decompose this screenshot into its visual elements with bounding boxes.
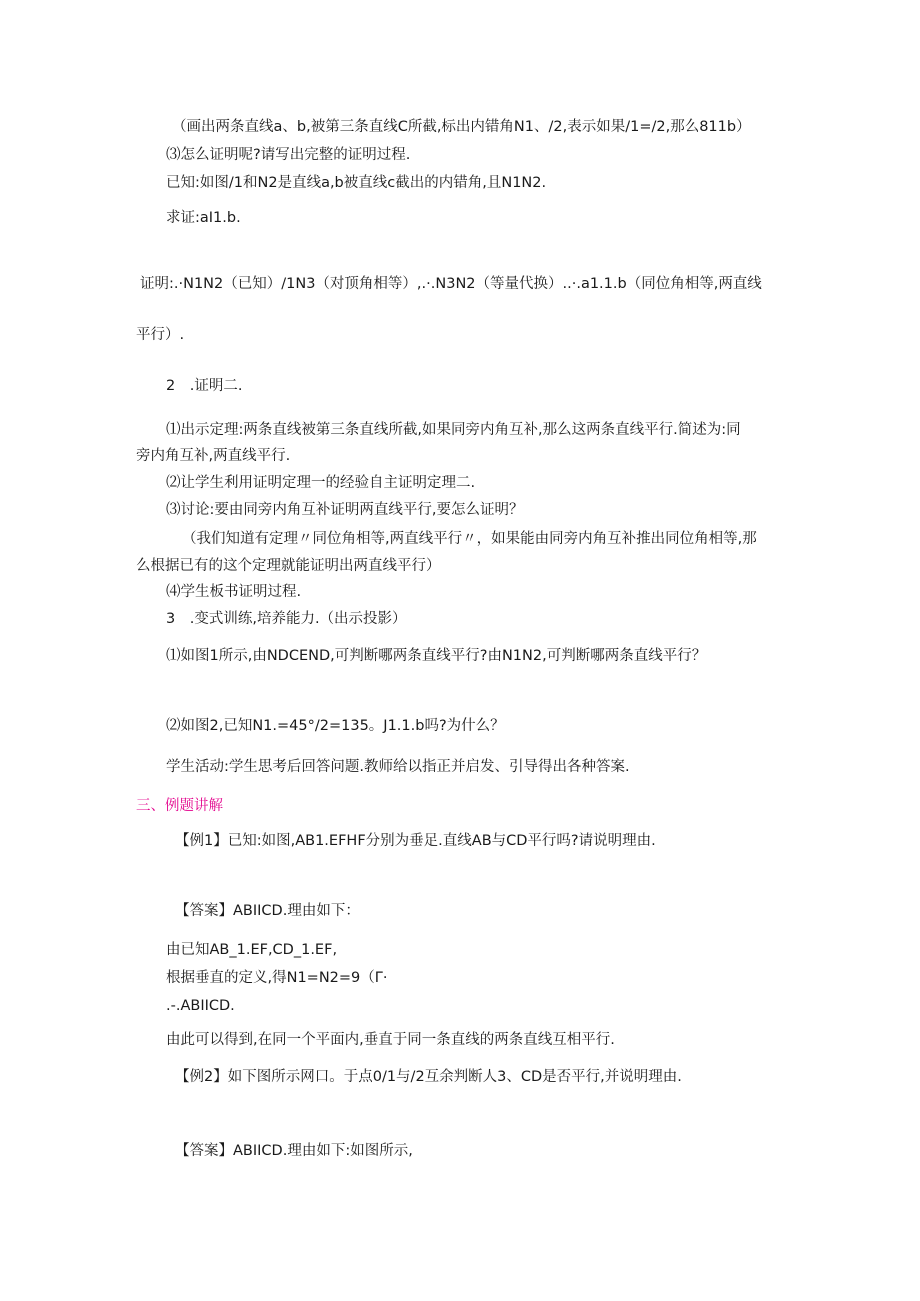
line-explanation-cont: 么根据已有的这个定理就能证明出两直线平行）	[136, 558, 441, 574]
line-draw-instruction: （画出两条直线a、b,被第三条直线C所截,标出内错角N1、/2,表示如果/1=/2,那么811b）	[172, 119, 751, 135]
example-one-step-one: 由已知AB_1.EF,CD_1.EF,	[166, 942, 338, 958]
line-explanation: （我们知道有定理〃同位角相等,两直线平行〃，如果能由同旁内角互补推出同位角相等,那	[182, 531, 757, 547]
line-how-to-prove: ⑶怎么证明呢?请写出完整的证明过程.	[166, 147, 411, 163]
example-one: 【例1】已知:如图,AB1.EFHF分别为垂足.直线AB与CD平行吗?请说明理由.	[175, 833, 656, 849]
line-to-prove: 求证:aI1.b.	[166, 210, 241, 226]
example-one-summary: 由此可以得到,在同一个平面内,垂直于同一条直线的两条直线互相平行.	[166, 1032, 615, 1048]
example-one-conclusion: .-.ABIICD.	[166, 998, 235, 1014]
line-student-proof: ⑵让学生利用证明定理一的经验自主证明定理二.	[166, 475, 476, 491]
example-one-step-two: 根据垂直的定义,得N1=N2=9（Γ·	[166, 970, 388, 986]
line-proof: 证明:.·N1N2（已知）/1N3（对顶角相等）,.·.N3N2（等量代换）..·.a1.1.b（同位角相等,两直线	[140, 276, 762, 292]
line-theorem: ⑴出示定理:两条直线被第三条直线所截,如果同旁内角互补,那么这两条直线平行.简述为:同	[166, 422, 741, 438]
line-theorem-cont: 旁内角互补,两直线平行.	[136, 448, 291, 464]
example-two-answer: 【答案】ABIICD.理由如下:如图所示,	[175, 1143, 413, 1159]
line-question-two: ⑵如图2,已知N1.=45°/2=135。J1.1.b吗?为什么？	[166, 718, 505, 734]
line-student-activity: 学生活动:学生思考后回答问题.教师给以指正并启发、引导得出各种答案.	[166, 759, 630, 775]
line-question-one: ⑴如图1所示,由NDCEND,可判断哪两条直线平行?由N1N2,可判断哪两条直线平行？	[166, 648, 707, 664]
line-proof-two-heading: 2 .证明二.	[166, 378, 243, 394]
line-blackboard: ⑷学生板书证明过程.	[166, 584, 302, 600]
line-proof-end: 平行）.	[136, 327, 185, 343]
example-one-answer: 【答案】ABIICD.理由如下：	[175, 903, 360, 919]
line-discussion: ⑶讨论:要由同旁内角互补证明两直线平行,要怎么证明？	[166, 502, 524, 518]
example-two: 【例2】如下图所示网口。于点0/1与/2互余判断人3、CD是否平行,并说明理由.	[175, 1069, 682, 1085]
line-variation-training: 3 .变式训练,培养能力.（出示投影）	[166, 611, 407, 627]
section-heading-examples: 三、例题讲解	[136, 798, 223, 814]
line-given: 已知:如图/1和N2是直线a,b被直线c截出的内错角,且N1N2.	[166, 175, 547, 191]
